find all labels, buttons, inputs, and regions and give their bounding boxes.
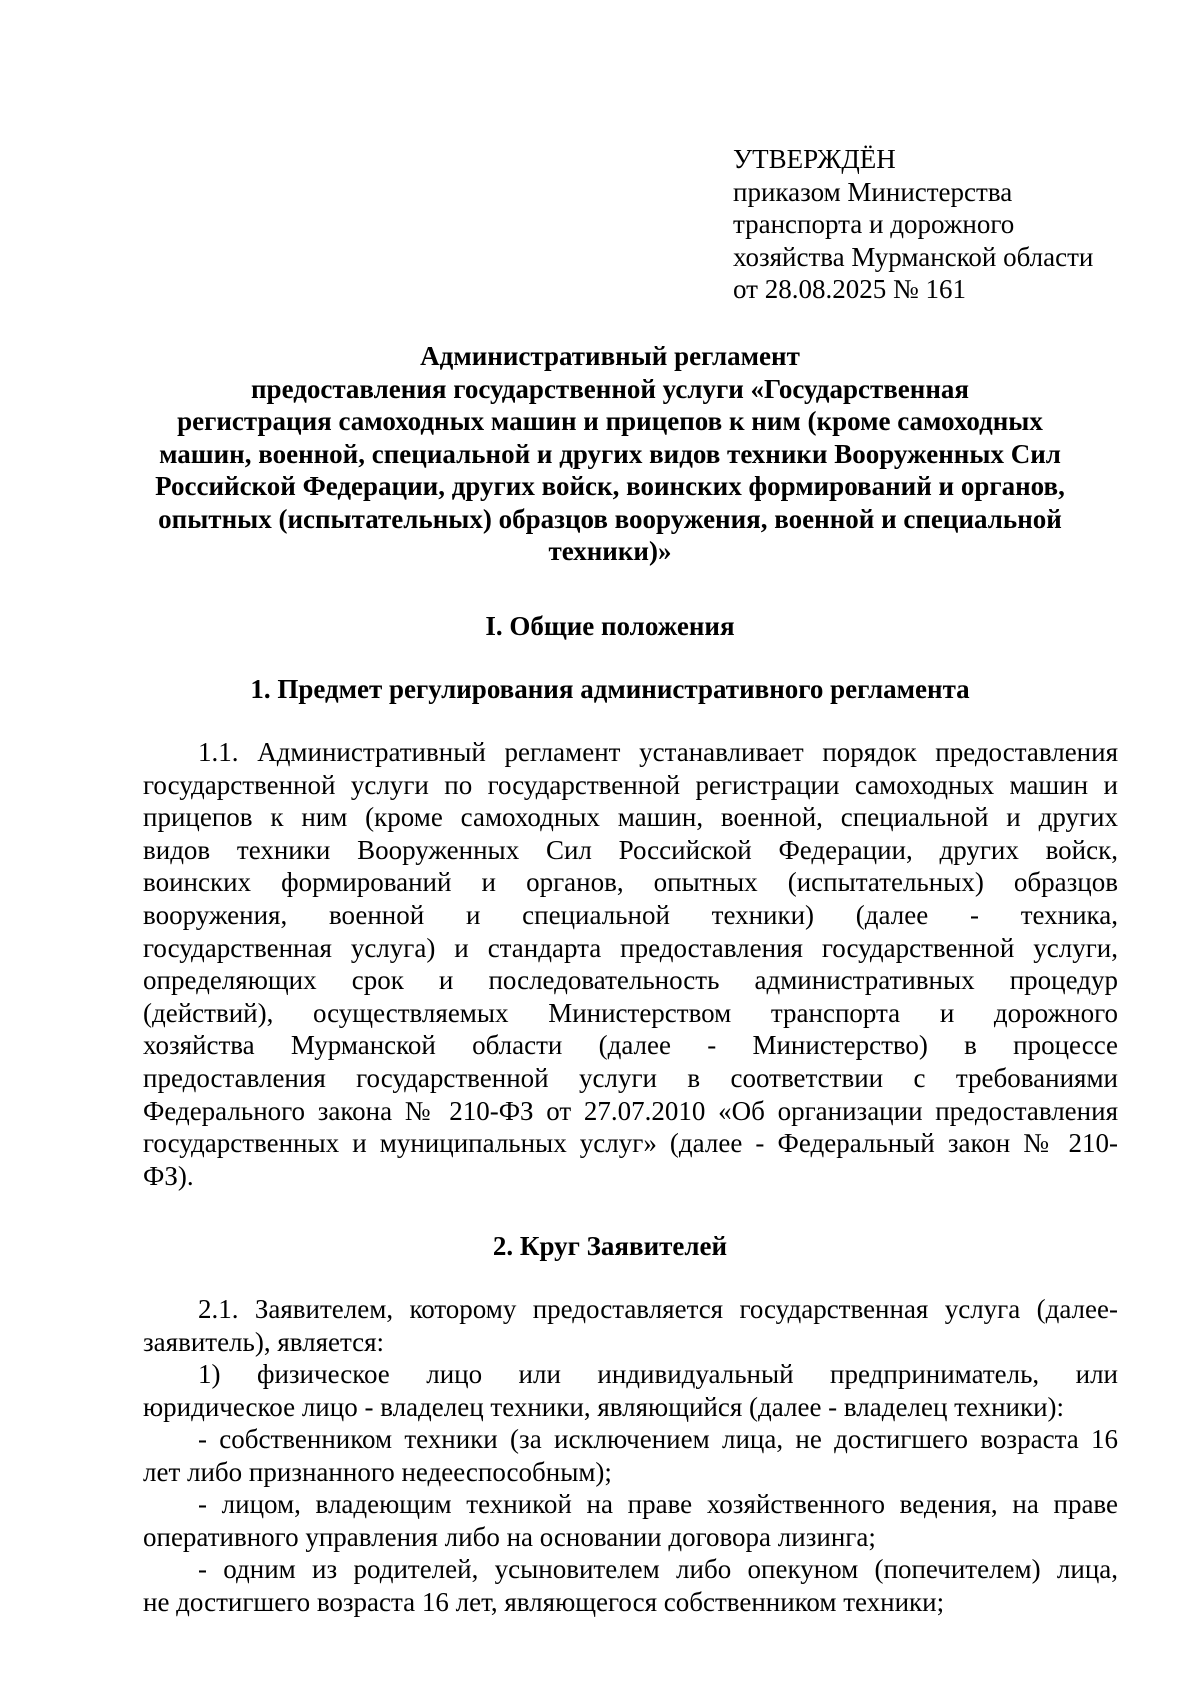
subsection-heading: 2. Круг Заявителей (492, 1231, 728, 1261)
text-line: государственных и муниципальных услуг» (далее - Федеральный закон № 210- (143, 1128, 1118, 1159)
text-line: 1) физическое лицо или индивидуальный предприниматель, или (198, 1359, 1118, 1389)
dash-item-3 (143, 1553, 1118, 1618)
paragraph-1-1 (143, 736, 1118, 1192)
text-line: 1.1. Административный регламент устанавливает порядок предоставления (198, 737, 1118, 767)
list-item-1 (143, 1358, 1118, 1423)
title-line: регистрация самоходных машин и прицепов к ним (кроме самоходных (177, 406, 1043, 436)
document-title (140, 340, 1080, 568)
approval-line: приказом Министерства (733, 176, 1013, 207)
text-line: юридическое лицо - владелец техники, являющийся (далее - владелец техники): (143, 1391, 1065, 1422)
text-line: лет либо признанного недееспособным); (143, 1456, 612, 1487)
text-line: - собственником техники (за исключением лица, не достигшего возраста 16 (198, 1424, 1118, 1454)
subsection-heading: 1. Предмет регулирования административного регламента (250, 674, 970, 704)
text-line: предоставления государственной услуги в соответствии с требованиями (143, 1062, 1118, 1093)
text-line: - лицом, владеющим техникой на праве хозяйственного ведения, на праве (198, 1489, 1118, 1519)
approval-line: транспорта и дорожного (733, 209, 1015, 239)
text-line: заявитель), является: (143, 1326, 385, 1357)
text-line: прицепов к ним (кроме самоходных машин, военной, специальной и других (143, 802, 1118, 833)
text-line: (действий), осуществляемых Министерством транспорта и дорожного (143, 997, 1118, 1028)
text-line: - одним из родителей, усыновителем либо опекуном (попечителем) лица, (198, 1554, 1118, 1584)
text-line: государственная услуга) и стандарта предоставления государственной услуги, (143, 932, 1118, 963)
text-line: определяющих срок и последовательность административных процедур (143, 965, 1118, 996)
approval-stamp (733, 143, 1173, 306)
text-line: ФЗ). (143, 1160, 194, 1191)
approval-line: от 28.08.2025 № 161 (733, 274, 966, 304)
text-line: государственной услуги по государственной регистрации самоходных машин и (143, 769, 1118, 800)
paragraph-2-1 (143, 1293, 1118, 1358)
text-line: видов техники Вооруженных Сил Российской Федерации, других войск, (143, 834, 1118, 865)
dash-item-1 (143, 1423, 1118, 1488)
section-heading: I. Общие положения (485, 611, 735, 641)
text-line: Федерального закона № 210-ФЗ от 27.07.2010 «Об организации предоставления (143, 1095, 1118, 1126)
title-line: опытных (испытательных) образцов вооружения, военной и специальной (158, 503, 1062, 534)
text-line: вооружения, военной и специальной техники) (далее - техника, (143, 899, 1118, 930)
title-line: машин, военной, специальной и других видов техники Вооруженных Сил (159, 438, 1061, 469)
approval-line: хозяйства Мурманской области (733, 241, 1094, 272)
text-line: 2.1. Заявителем, которому предоставляется государственная услуга (далее- (198, 1294, 1118, 1324)
title-line: Российской Федерации, других войск, воинских формирований и органов, (155, 471, 1065, 501)
approval-line: УТВЕРЖДЁН (733, 144, 896, 174)
text-line: воинских формирований и органов, опытных (испытательных) образцов (143, 867, 1118, 898)
title-line: Административный регламент (420, 341, 800, 371)
title-line: предоставления государственной услуги «Государственная (251, 373, 969, 404)
title-line: техники)» (548, 536, 672, 566)
text-line: хозяйства Мурманской области (далее - Министерство) в процессе (143, 1030, 1118, 1061)
dash-item-2 (143, 1488, 1118, 1553)
text-line: не достигшего возраста 16 лет, являющегося собственником техники; (143, 1586, 945, 1617)
text-line: оперативного управления либо на основании договора лизинга; (143, 1521, 876, 1552)
